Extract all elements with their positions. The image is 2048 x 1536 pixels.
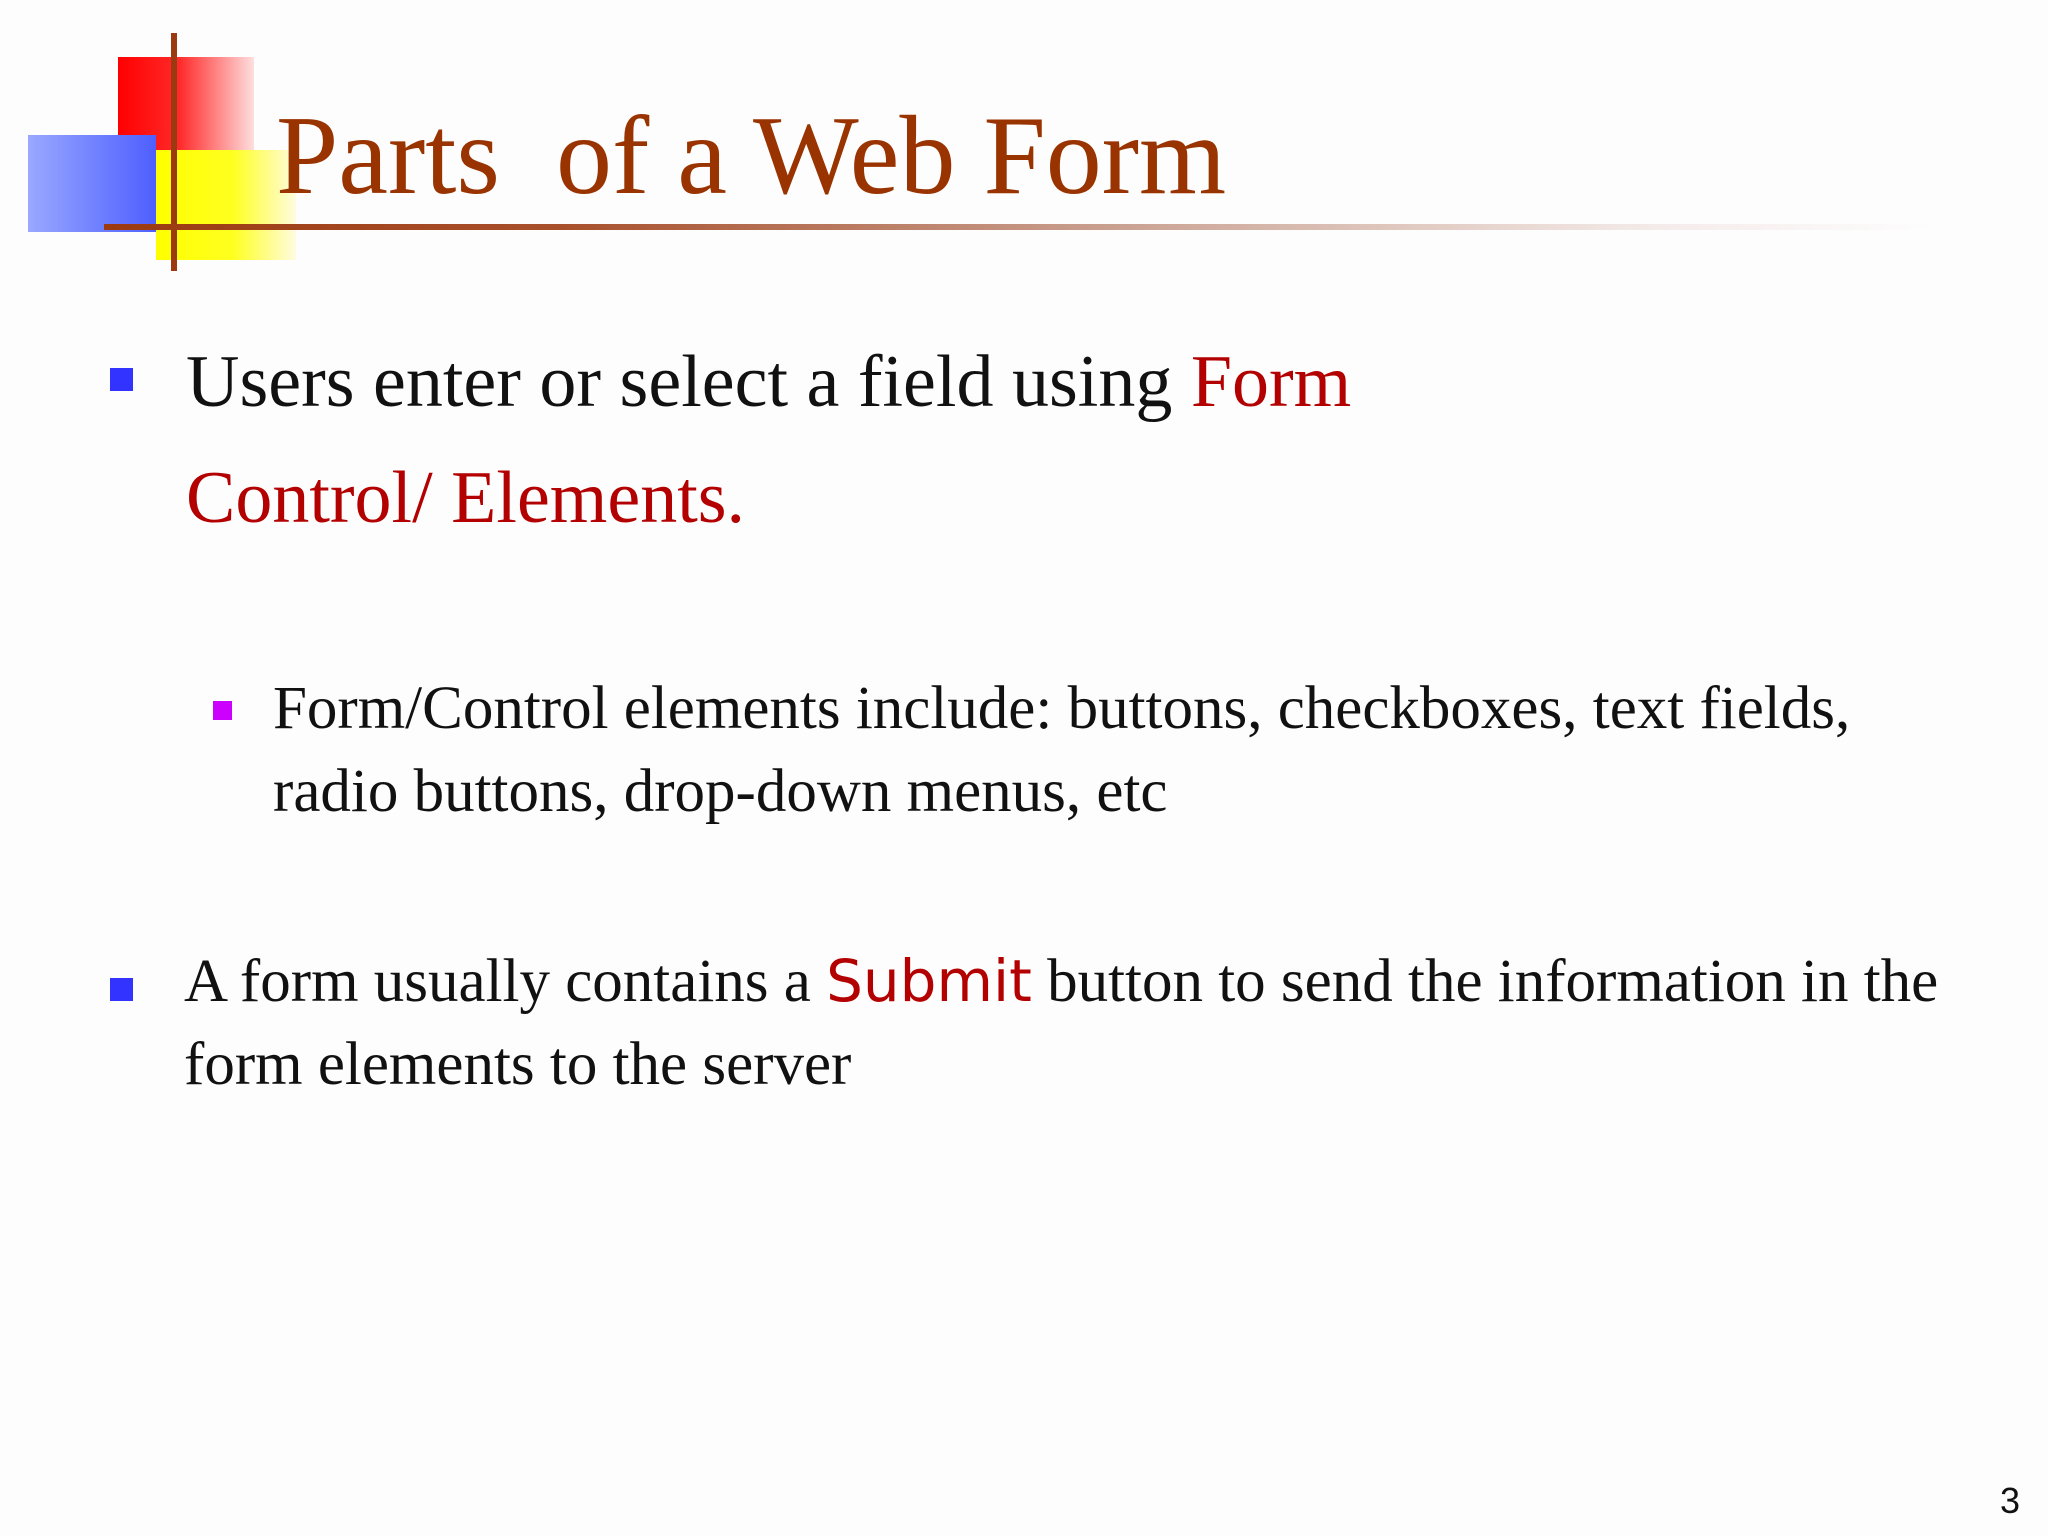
bullet-3-text — [184, 940, 2004, 1106]
sub-bullet-square-icon — [213, 701, 232, 720]
title-underline-rule — [104, 224, 1934, 230]
bullet-1-highlight: Form Control/ Elements. — [186, 341, 1352, 539]
slide-title: Parts of a Web Form — [276, 94, 1227, 218]
submit-keyword: Submit — [826, 947, 1032, 1015]
bullet-square-icon — [110, 368, 133, 391]
page-number: 3 — [1999, 1480, 2020, 1521]
blue-square-decoration — [28, 135, 156, 232]
bullet-square-icon — [110, 978, 133, 1001]
vertical-rule-decoration — [171, 33, 177, 271]
bullet-3-text-after: button to send the information in the form elements to the server — [184, 948, 1939, 1098]
yellow-square-decoration — [156, 150, 296, 260]
bullet-1-text-before: Users enter or select a field using — [186, 341, 1191, 423]
bullet-1-text — [186, 324, 1486, 556]
bullet-2-text: Form/Control elements include: buttons, checkboxes, text fields, radio buttons, drop-down menus, etc — [273, 675, 1851, 825]
bullet-3-text-before: A form usually contains a — [184, 948, 827, 1015]
